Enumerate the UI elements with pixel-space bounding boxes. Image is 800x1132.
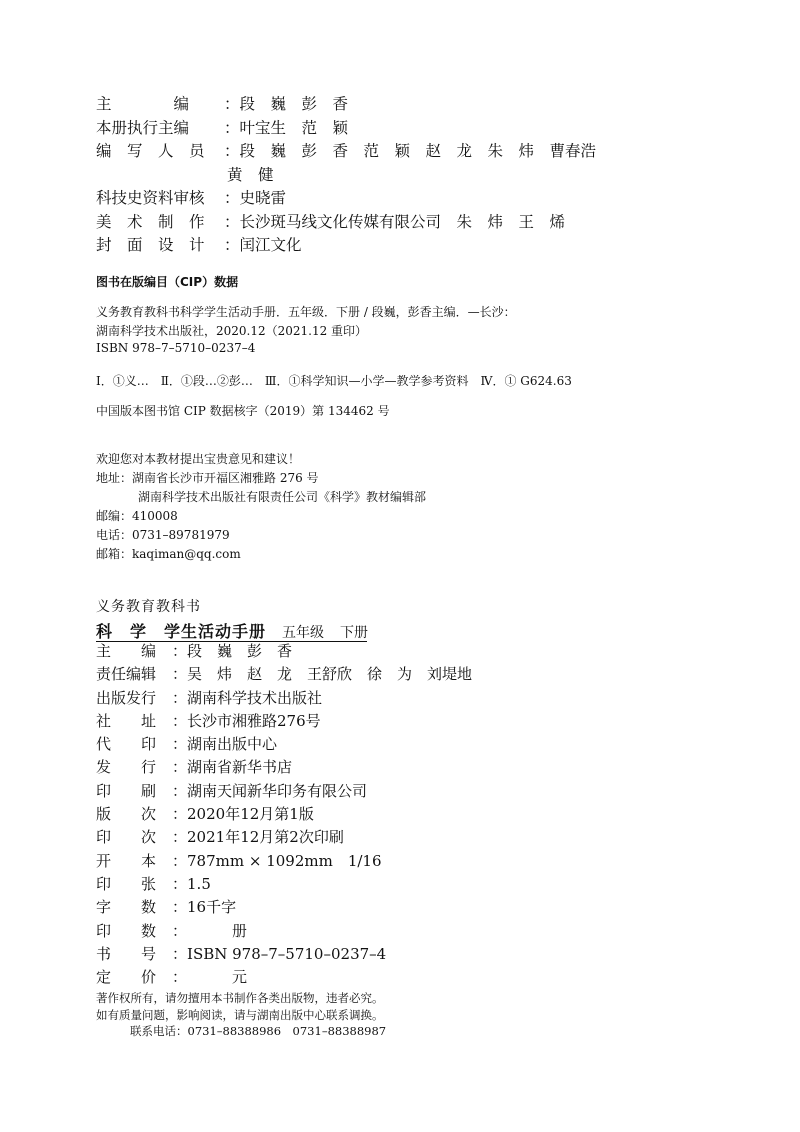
credit-value: 叶宝生 范 颖 (239, 118, 349, 137)
credit-row: 编 写 人 员 ： 段 巍 彭 香 范 颖 赵 龙 朱 炜 曹春浩 (96, 139, 716, 163)
info-label: 代 印 (96, 735, 157, 754)
info-value: 787mm × 1092mm 1/16 (187, 851, 382, 870)
credit-value: 段 巍 彭 香 (239, 95, 349, 113)
info-value: 湖南出版中心 (187, 735, 278, 754)
info-row: 社 址 ： 长沙市湘雅路276号 (96, 711, 321, 730)
info-label: 印 刷 (96, 781, 157, 800)
credit-continuation: 黄 健 (227, 165, 274, 184)
info-row: 版 次 ： 2020年12月第1版 (96, 805, 314, 824)
contact-email: 邮箱：kaqiman@qq.com (96, 547, 241, 561)
copyright-notice (96, 990, 386, 1040)
series-name: 义务教育教科书 (96, 599, 201, 615)
credit-value: 闰江文化 (239, 236, 302, 254)
info-label: 字 数 (96, 898, 157, 917)
info-label: 主 编 (96, 642, 157, 660)
contact-postcode: 邮编：410008 (96, 509, 178, 523)
credit-label: 美 术 制 作 (96, 212, 205, 231)
info-row: 出版发行 ： 湖南科学技术出版社 (96, 688, 323, 707)
credit-label: 编 写 人 员 (96, 142, 205, 160)
contact-welcome: 欢迎您对本教材提出宝贵意见和建议！ (96, 452, 301, 466)
contact-block (96, 450, 426, 564)
info-value: 元 (187, 968, 248, 987)
contact-address-line2: 湖南科学技术出版社有限责任公司《科学》教材编辑部 (138, 490, 427, 504)
info-label: 书 号 (96, 944, 157, 963)
info-row: 印 张 ： 1.5 (96, 874, 211, 893)
cip-title: 图书在版编目（CIP）数据 (96, 275, 239, 289)
info-label: 版 次 (96, 805, 157, 824)
info-value: 册 (187, 921, 248, 940)
credit-row: 美 术 制 作 ： 长沙斑马线文化传媒有限公司 朱 炜 王 烯 (96, 210, 716, 234)
info-row: 书 号 ： ISBN 978–7–5710–0237–4 (96, 944, 387, 963)
info-value: 段 巍 彭 香 (187, 642, 293, 660)
info-value: 16千字 (187, 898, 237, 917)
info-row: 开 本 ： 787mm × 1092mm 1/16 (96, 851, 382, 870)
info-value: ISBN 978–7–5710–0237–4 (187, 944, 387, 963)
cip-line: 湖南科学技术出版社，2020.12（2021.12 重印） (96, 324, 368, 338)
credit-label: 封 面 设 计 (96, 236, 205, 254)
credit-label: 本册执行主编 (96, 118, 190, 137)
info-value: 吴 炜 赵 龙 王舒欣 徐 为 刘堤地 (187, 665, 473, 684)
info-row: 印 刷 ： 湖南天闻新华印务有限公司 (96, 781, 368, 800)
publication-info (96, 640, 472, 989)
info-label: 社 址 (96, 711, 157, 730)
info-value: 湖南省新华书店 (187, 758, 293, 777)
info-label: 发 行 (96, 758, 157, 777)
notice-line: 著作权所有，请勿擅用本书制作各类出版物，违者必究。 (96, 991, 384, 1005)
info-label: 印 次 (96, 828, 157, 847)
book-title-main: 科 学 学生活动手册 (96, 622, 267, 641)
info-value: 1.5 (187, 874, 211, 893)
credit-row: 主 编 ： 段 巍 彭 香 (96, 92, 716, 116)
credit-row: 封 面 设 计 ： 闰江文化 (96, 233, 716, 257)
notice-line: 如有质量问题，影响阅读，请与湖南出版中心联系调换。 (96, 1007, 384, 1022)
cip-isbn: ISBN 978–7–5710–0237–4 (96, 341, 256, 355)
info-value: 2020年12月第1版 (187, 805, 314, 824)
credit-label: 科技史资料审核 (96, 189, 205, 207)
info-row: 定 价 ： 元 (96, 968, 248, 987)
info-label: 印 张 (96, 874, 157, 893)
info-row: 主 编 ： 段 巍 彭 香 (96, 642, 293, 660)
info-value: 长沙市湘雅路276号 (187, 711, 321, 730)
credit-value: 长沙斑马线文化传媒有限公司 朱 炜 王 烯 (239, 212, 566, 231)
info-value: 湖南科学技术出版社 (187, 688, 323, 707)
cip-classification: Ⅰ．①义… Ⅱ．①段…②彭… Ⅲ．①科学知识—小学—教学参考资料 Ⅳ．① G624.63 (96, 374, 572, 388)
info-value: 2021年12月第2次印刷 (187, 828, 344, 847)
info-label: 定 价 (96, 968, 157, 987)
info-row: 字 数 ： 16千字 (96, 898, 237, 917)
cip-record: 中国版本图书馆 CIP 数据核字（2019）第 134462 号 (96, 404, 390, 418)
contact-phone: 电话：0731–89781979 (96, 528, 230, 542)
info-row: 代 印 ： 湖南出版中心 (96, 735, 278, 754)
info-row: 印 次 ： 2021年12月第2次印刷 (96, 828, 344, 847)
info-value: 湖南天闻新华印务有限公司 (187, 781, 368, 800)
book-title (96, 619, 367, 642)
info-label: 开 本 (96, 851, 157, 870)
info-row: 责任编辑 ： 吴 炜 赵 龙 王舒欣 徐 为 刘堤地 (96, 665, 473, 684)
credit-row: 科技史资料审核 ： 史晓雷 (96, 186, 716, 210)
credits-block (96, 92, 716, 257)
credit-row: 本册执行主编 ： 叶宝生 范 颖 (96, 116, 716, 140)
info-label: 出版发行 (96, 688, 157, 707)
cip-line: 义务教育教科书科学学生活动手册．五年级．下册 / 段巍，彭香主编．—长沙： (96, 305, 516, 319)
credit-label: 主 编 (96, 95, 190, 113)
credit-value: 史晓雷 (239, 189, 287, 207)
notice-phone: 联系电话：0731–88388986 0731–88388987 (130, 1024, 387, 1038)
info-row: 印 数 ： 册 (96, 921, 248, 940)
book-volume: 下册 (340, 625, 369, 641)
contact-address: 地址：湖南省长沙市开福区湘雅路 276 号 (96, 471, 319, 485)
info-label: 责任编辑 (96, 665, 157, 684)
book-grade: 五年级 (282, 625, 325, 641)
info-label: 印 数 (96, 921, 157, 940)
credit-value: 段 巍 彭 香 范 颖 赵 龙 朱 炜 曹春浩 (239, 142, 597, 160)
info-row: 发 行 ： 湖南省新华书店 (96, 758, 293, 777)
